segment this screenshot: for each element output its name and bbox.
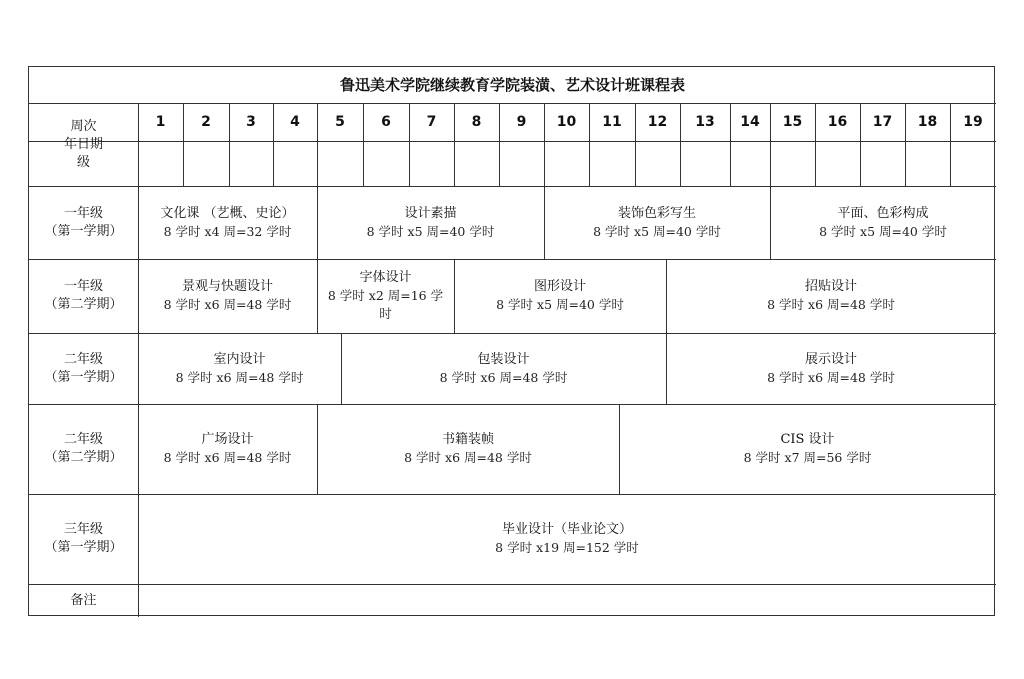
- course-cell: [666, 259, 996, 333]
- semester-label: [29, 259, 138, 333]
- grid-line: [138, 141, 996, 142]
- course-cell: [138, 259, 317, 333]
- course-cell: [317, 259, 454, 333]
- course-name: 字体设计: [359, 270, 412, 285]
- course-hours: 8 学时 x6 周=48 学时: [163, 297, 292, 312]
- course-name: 书籍装帧: [441, 432, 494, 447]
- course-hours: 8 学时 x5 周=40 学时: [496, 297, 624, 312]
- week-number: 10: [556, 114, 577, 130]
- semester-label-line: 二年级: [63, 351, 103, 367]
- semester-label-line: （第二学期）: [44, 450, 123, 465]
- header-label-line: 年日期: [63, 136, 103, 152]
- week-number: 5: [335, 114, 345, 130]
- course-name: 招贴设计: [804, 279, 857, 294]
- week-number: 13: [695, 114, 715, 130]
- header-label-line: 级: [76, 154, 90, 170]
- week-number: 16: [827, 114, 848, 130]
- week-number: 12: [647, 114, 668, 130]
- course-hours: 8 学时 x19 周=152 学时: [495, 540, 639, 555]
- course-hours: 8 学时 x7 周=56 学时: [743, 450, 872, 465]
- semester-label-line: 一年级: [63, 205, 103, 221]
- header-label: [29, 103, 138, 186]
- course-name: 展示设计: [804, 351, 857, 367]
- week-number: 6: [381, 114, 391, 130]
- week-number: 1: [155, 114, 166, 130]
- course-name: 毕业设计（毕业论文）: [501, 522, 632, 537]
- course-name: 景观与快题设计: [181, 279, 273, 294]
- course-hours: 8 学时 x6 周=48 学时: [767, 369, 895, 385]
- course-cell: [138, 333, 341, 404]
- course-name: 平面、色彩构成: [837, 205, 929, 221]
- course-cell: [341, 333, 666, 404]
- week-number: 19: [963, 114, 983, 130]
- course-name: 文化课 （艺概、史论）: [160, 205, 295, 221]
- course-name: 包装设计: [477, 351, 530, 367]
- semester-label: [29, 494, 138, 584]
- course-cell: [317, 186, 544, 259]
- course-schedule-table: [28, 66, 995, 616]
- page-title: 鲁迅美术学院继续教育学院装潢、艺术设计班课程表: [339, 76, 685, 94]
- course-cell: [138, 404, 317, 494]
- course-hours: 8 学时 x6 周=48 学时: [767, 297, 895, 312]
- semester-label-line: （第一学期）: [44, 369, 123, 385]
- course-cell: [138, 186, 317, 259]
- course-hours: 8 学时 x5 周=40 学时: [819, 223, 947, 239]
- semester-label-line: （第二学期）: [44, 297, 123, 312]
- week-number: 2: [201, 114, 211, 130]
- course-name: 室内设计: [213, 351, 266, 367]
- course-name: 装饰色彩写生: [617, 205, 696, 221]
- week-number: 9: [516, 114, 527, 130]
- course-name: CIS 设计: [780, 432, 835, 447]
- remarks-content: [138, 584, 996, 617]
- course-hours: 8 学时 x6 周=48 学时: [439, 369, 568, 385]
- week-number: 7: [426, 114, 437, 130]
- semester-label-line: 二年级: [63, 432, 103, 447]
- course-cell: [454, 259, 666, 333]
- week-number: 15: [782, 114, 803, 130]
- week-number: 8: [471, 114, 482, 130]
- week-number: 3: [246, 114, 256, 130]
- course-name: 设计素描: [404, 205, 457, 221]
- course-cell: [666, 333, 996, 404]
- semester-label: [29, 186, 138, 259]
- course-hours: 8 学时 x6 周=48 学时: [175, 369, 304, 385]
- course-cell: [138, 494, 996, 584]
- course-cell: [544, 186, 770, 259]
- semester-label-line: （第一学期）: [44, 540, 123, 555]
- course-cell: [619, 404, 996, 494]
- header-label-line: 周次: [70, 118, 97, 134]
- week-number: 17: [872, 114, 893, 130]
- semester-label: [29, 333, 138, 404]
- course-hours: 8 学时 x4 周=32 学时: [163, 223, 292, 239]
- course-hours: 8 学时 x5 周=40 学时: [366, 223, 495, 239]
- course-hours: 8 学时 x5 周=40 学时: [593, 223, 721, 239]
- course-cell: [317, 404, 619, 494]
- week-number: 4: [290, 114, 300, 130]
- week-number: 18: [917, 114, 938, 130]
- semester-label-line: 一年级: [63, 279, 103, 294]
- course-name: 广场设计: [201, 432, 254, 447]
- course-hours: 8 学时 x6 周=48 学时: [404, 450, 532, 465]
- semester-label-line: 三年级: [63, 522, 103, 537]
- course-cell: [770, 186, 996, 259]
- course-name: 图形设计: [533, 279, 586, 294]
- semester-label: [29, 404, 138, 494]
- week-number: 11: [602, 114, 622, 130]
- course-hours: 8 学时 x2 周=16 学时: [327, 288, 444, 321]
- semester-label-line: （第一学期）: [44, 223, 123, 239]
- remarks-label: 备注: [70, 592, 97, 608]
- week-number: 14: [740, 114, 760, 130]
- course-hours: 8 学时 x6 周=48 学时: [163, 450, 292, 465]
